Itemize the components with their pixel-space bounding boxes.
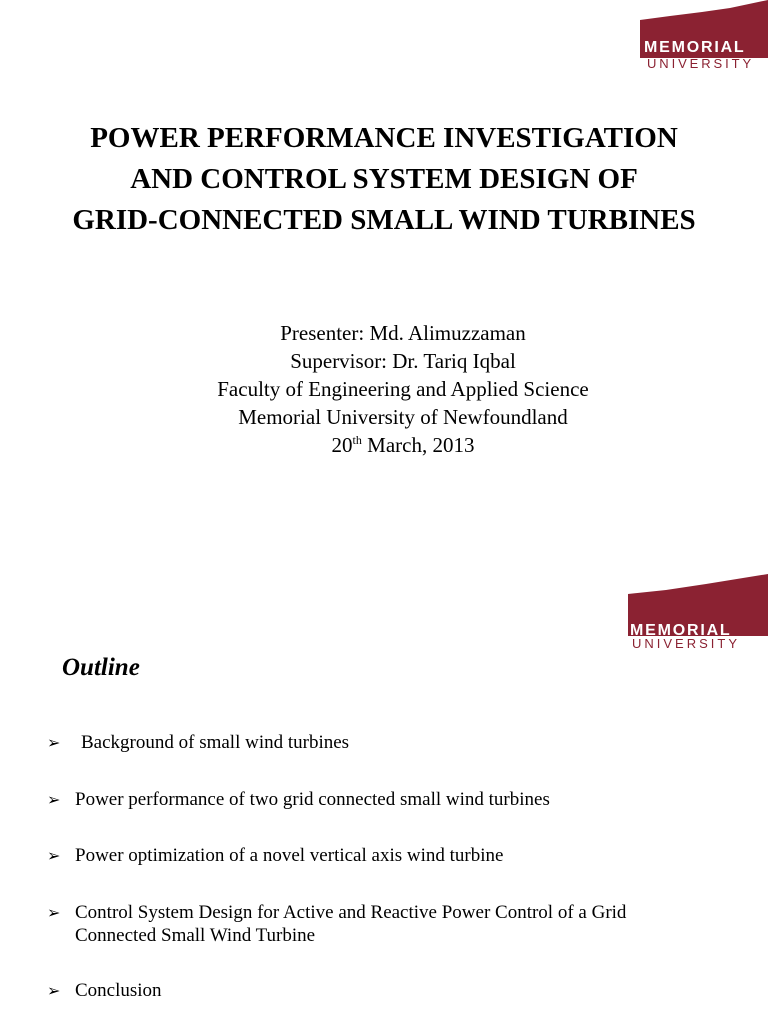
title-line: POWER PERFORMANCE INVESTIGATION bbox=[90, 122, 678, 154]
logo-memorial-text: MEMORIAL bbox=[630, 622, 732, 639]
supervisor-line: Supervisor: Dr. Tariq Iqbal bbox=[290, 349, 516, 373]
outline-item-text: Power performance of two grid connected small wind turbines bbox=[75, 789, 550, 810]
title-line: AND CONTROL SYSTEM DESIGN OF bbox=[130, 163, 638, 195]
outline-heading: Outline bbox=[62, 654, 140, 681]
arrow-bullet-icon: ➢ bbox=[47, 790, 61, 809]
outline-item-text: Control System Design for Active and Reactive Power Control of a Grid Connected Small Wind Turbine bbox=[75, 902, 627, 946]
presentation-title bbox=[0, 118, 768, 241]
presenter-line: Presenter: Md. Alimuzzaman bbox=[280, 321, 526, 345]
date-line bbox=[0, 431, 768, 459]
faculty-line: Faculty of Engineering and Applied Science bbox=[217, 377, 589, 401]
arrow-bullet-icon: ➢ bbox=[47, 903, 61, 922]
memorial-university-logo bbox=[630, 0, 768, 75]
date-suffix: th bbox=[352, 433, 362, 447]
university-line: Memorial University of Newfoundland bbox=[238, 405, 568, 429]
outline-item bbox=[47, 844, 747, 867]
title-line: GRID-CONNECTED SMALL WIND TURBINES bbox=[72, 204, 696, 236]
logo-university-text: UNIVERSITY bbox=[647, 56, 755, 71]
outline-item-text: Power optimization of a novel vertical axis wind turbine bbox=[75, 845, 504, 866]
presenter-info bbox=[0, 319, 768, 459]
outline-slide bbox=[0, 512, 768, 1024]
logo-university-text: UNIVERSITY bbox=[632, 636, 741, 651]
outline-item bbox=[47, 901, 707, 947]
outline-item bbox=[47, 788, 747, 811]
arrow-bullet-icon: ➢ bbox=[47, 733, 61, 752]
outline-item-text: Background of small wind turbines bbox=[81, 732, 350, 753]
arrow-bullet-icon: ➢ bbox=[47, 846, 61, 865]
outline-item bbox=[47, 979, 747, 1002]
memorial-university-logo bbox=[626, 574, 768, 650]
outline-item-text: Conclusion bbox=[75, 980, 162, 1001]
date-day: 20 bbox=[331, 433, 353, 457]
date-rest: March, 2013 bbox=[361, 433, 475, 457]
logo-memorial-text: MEMORIAL bbox=[644, 39, 746, 56]
outline-item bbox=[47, 731, 747, 754]
arrow-bullet-icon: ➢ bbox=[47, 981, 61, 1000]
